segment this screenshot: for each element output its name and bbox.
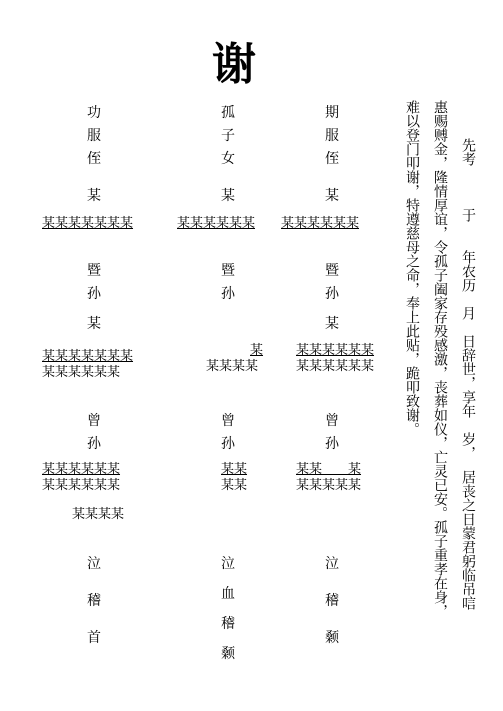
name-line: 某某某某某某: [281, 216, 360, 231]
label-char: 女: [221, 151, 235, 167]
label-char: 侄: [87, 151, 101, 167]
label-char: 曾: [87, 413, 101, 429]
name-line: 某某某某某某: [177, 216, 256, 231]
label-char: 曾: [325, 413, 339, 429]
label-char: 期: [325, 105, 339, 121]
label-char: 泣: [87, 556, 101, 572]
label-char: 某: [325, 188, 339, 204]
name-line: 某某: [221, 462, 248, 477]
label-char: 某: [87, 188, 101, 204]
label-char: 孙: [325, 286, 339, 302]
name-line: 某某某某某某: [42, 365, 121, 380]
label-char: 服: [325, 128, 339, 144]
name-line: 某某 某: [296, 462, 362, 477]
label-char: 某: [325, 316, 339, 332]
label-char: 孙: [221, 286, 235, 302]
label-char: 暨: [87, 263, 101, 279]
name-line: 某某某某某某某: [42, 216, 134, 231]
label-char: 稽: [325, 593, 339, 609]
name-line: 某某某某某某: [42, 462, 121, 477]
label-char: 曾: [221, 413, 235, 429]
label-char: 孙: [221, 436, 235, 452]
name-line: 某某某某某: [296, 478, 362, 493]
label-char: 泣: [325, 556, 339, 572]
name-line: 某某某某某某: [296, 343, 375, 358]
label-char: 稽: [87, 593, 101, 609]
label-char: 孤: [221, 105, 235, 121]
name-line: 某某某某某某某: [42, 349, 134, 364]
name-line: 某: [250, 343, 264, 358]
notice-column-2: 惠赐赙金，隆情厚谊，令孤子阖家存殁感激，丧葬如仪，亡灵已安。孤子重孝在身，: [432, 100, 448, 618]
name-line: 某某: [221, 478, 248, 493]
label-char: 功: [87, 105, 101, 121]
name-line: 某某某某某某: [296, 359, 375, 374]
label-char: 血: [221, 586, 235, 602]
name-line: 某某某某某某: [42, 478, 121, 493]
label-char: 泣: [221, 556, 235, 572]
notice-column-3: 难以登门叩谢，特遵慈母之命，奉上此贴，跪叩致谢。: [404, 100, 420, 436]
label-char: 颡: [325, 630, 339, 646]
page-title: 谢: [212, 39, 258, 90]
label-char: 孙: [87, 286, 101, 302]
notice-column-1b: 居丧之日蒙君躬临吊唁: [460, 470, 476, 610]
label-char: 孙: [87, 436, 101, 452]
name-line: 某某某某: [72, 507, 125, 522]
label-char: 暨: [221, 263, 235, 279]
notice-column-1: 先考 于 年农历 月 日辞世，享年 岁，: [460, 138, 476, 460]
label-char: 首: [87, 630, 101, 646]
label-char: 孙: [325, 436, 339, 452]
label-char: 某: [221, 188, 235, 204]
label-char: 某: [87, 316, 101, 332]
label-char: 颡: [221, 646, 235, 662]
name-line: 某某某某: [206, 359, 259, 374]
label-char: 暨: [325, 263, 339, 279]
label-char: 侄: [325, 151, 339, 167]
label-char: 子: [221, 128, 235, 144]
label-char: 服: [87, 128, 101, 144]
label-char: 稽: [221, 616, 235, 632]
